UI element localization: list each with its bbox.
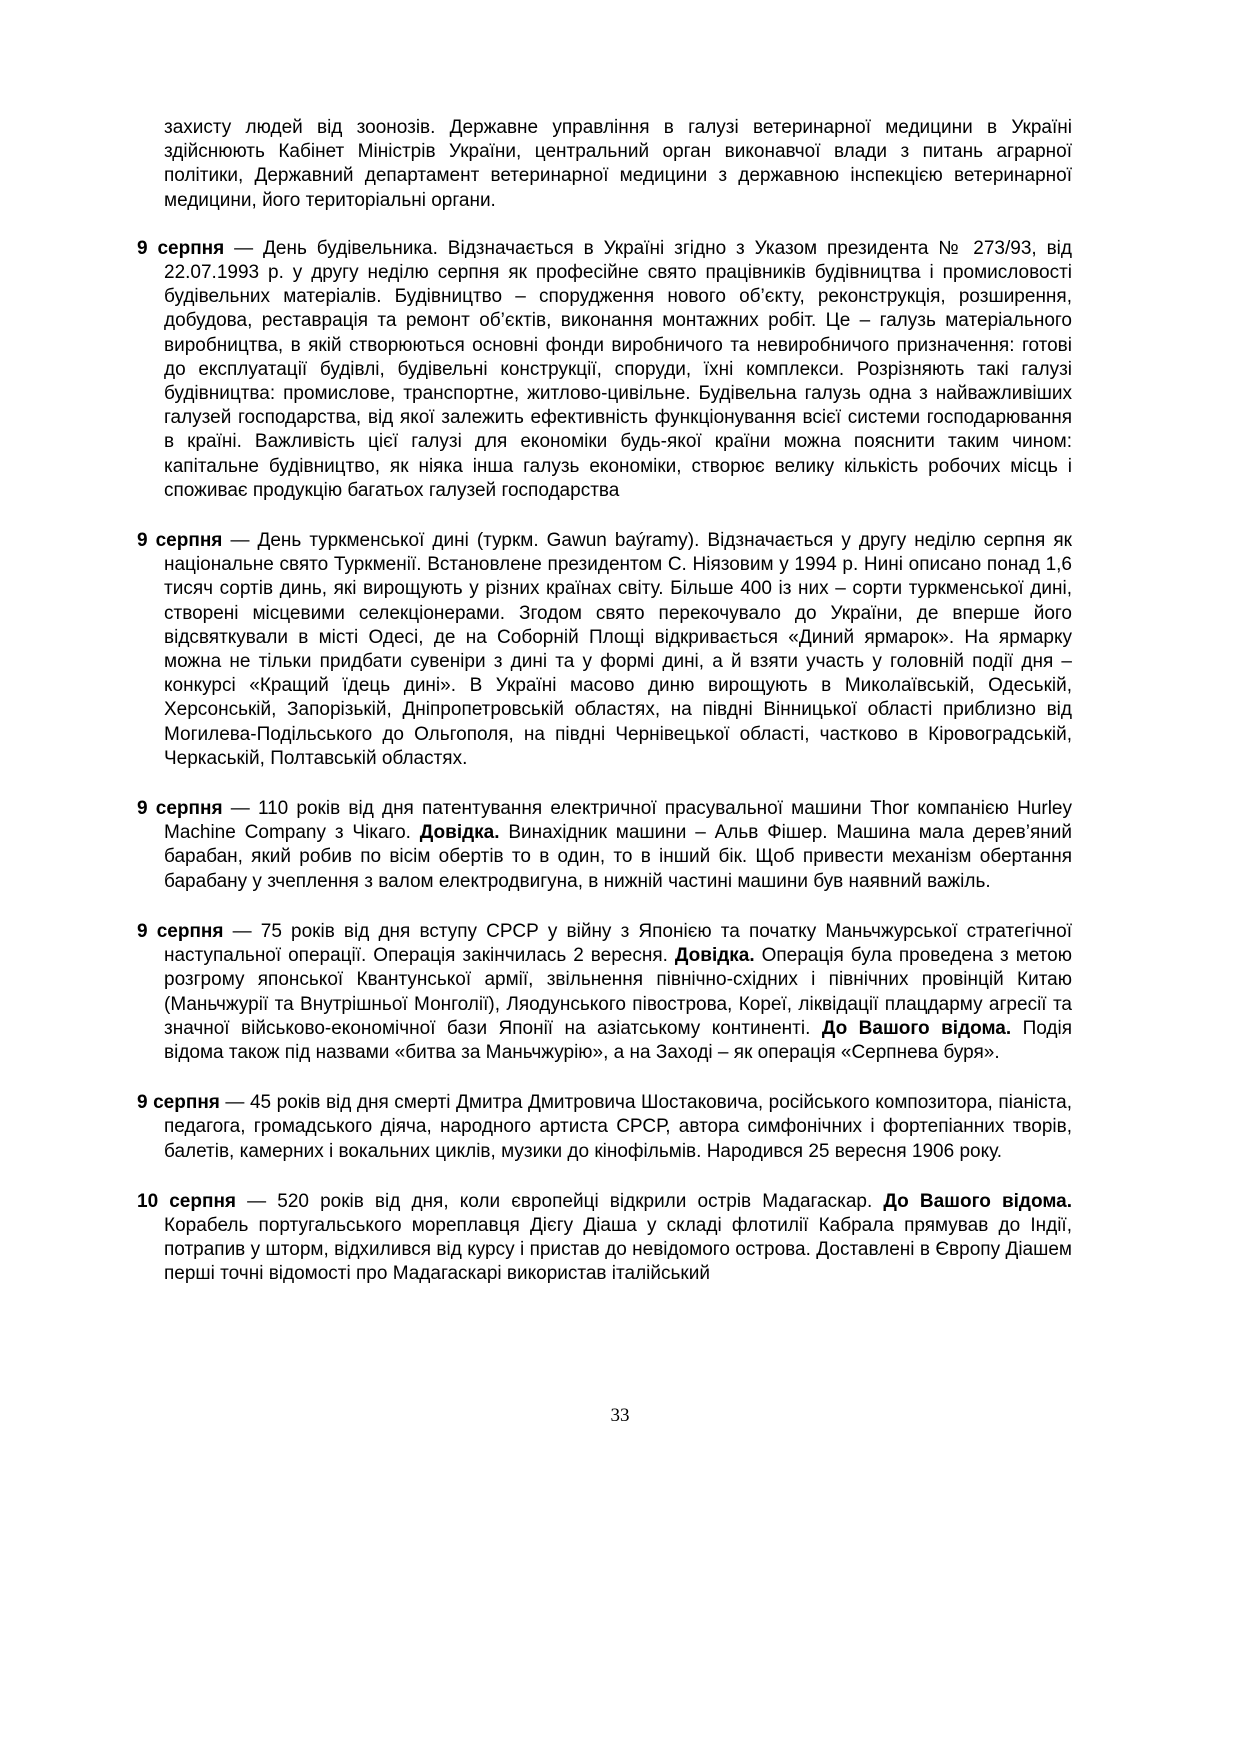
- entry-text: — День туркменської дині (туркм. Gawun baýramy). Відзначається у другу неділю серпня як національне свято Туркменії. Встановлене президентом С. Ніязовим у 1994 р. Нині описано понад 1,6 тисяч сортів динь, які вирощують у різних країнах світу. Більше 400 із них – сорти туркменської дині, створені місцевими селекціонерами. Згодом свято перекочувало до України, де вперше його відсвяткували в місті Одесі, де на Соборній Площі відкривається «Диний ярмарок». На ярмарку можна не тільки придбати сувеніри з дині та у формі дині, а й взяти участь у головній події дня – конкурсі «Кращий їдець дині». В Україні масово диню вирощують в Миколаївській, Одеській, Херсонській, Запорізькій, Дніпропетровській областях, на півдні Вінницької області приблизно від Могилева-Подільського до Ольгополя, на півдні Чернівецької області, частково в Кіровоградській, Черкаській, Полтавській областях.: [164, 530, 1072, 769]
- entry-shostakovich: [137, 1091, 1072, 1164]
- entry-builders-day: [137, 237, 1072, 503]
- entry-text: Винахідник машини – Альв Фішер. Машина мала дерев’яний барабан, який робив по вісім обертів то в один, то в інший бік. Щоб привести механізм обертання барабану у зчеплення з валом електродвигуна, в нижній частині машини був наявний важіль.: [164, 822, 1072, 892]
- entry-date: 9 серпня: [137, 237, 225, 259]
- entry-date: 9 серпня: [137, 798, 223, 820]
- page-content: [137, 116, 1072, 1313]
- entry-text: Корабель португальського мореплавця Дієгу Діаша у складі флотилії Кабрала прямував до Індії, потрапив у шторм, відхилився від курсу і пристав до невідомого острова. Доставлені в Європу Діашем перші точні відомості про Мадагаскарі використав італійський: [164, 1214, 1072, 1285]
- entry-text: — 520 років від дня, коли європейці відкрили острів Мадагаскар.: [236, 1190, 884, 1212]
- entry-manchurian-operation: [137, 920, 1072, 1065]
- note-label: До Вашого відома.: [883, 1190, 1072, 1212]
- entry-ironing-machine: [137, 797, 1072, 894]
- entry-text: — День будівельника. Відзначається в Україні згідно з Указом президента № 273/93, від 22.07.1993 р. у другу неділю серпня як професійне свято працівників будівництва і промисловості будівельних матеріалів. Будівництво – спорудження нового об’єкту, реконструкція, розширення, добудова, реставрація та ремонт об’єктів, виконання монтажних робіт. Це – галузь матеріального виробництва, в якій створюються основні фонди виробничого та невиробничого призначення: готові до експлуатації будівлі, будівельні конструкції, споруди, їхні комплекси. Розрізняють такі галузі будівництва: промислове, транспортне, житлово-цивільне. Будівельна галузь одна з найважливіших галузей господарства, від якої залежить ефективність функціонування всієї системи господарювання в країні. Важливість цієї галузі для економіки будь-якої країни можна пояснити таким чином: капітальне будівництво, як ніяка інша галузь економіки, створює велику кількість робочих місць і споживає продукцію багатьох галузей господарства: [164, 237, 1072, 501]
- intro-paragraph: захисту людей від зоонозів. Державне управління в галузі ветеринарної медицини в Україні здійснюють Кабінет Міністрів України, центральний орган виконавчої влади з питань аграрної політики, Державний департамент ветеринарної медицини з державною інспекцією ветеринарної медицини, його територіальні органи.: [164, 117, 1072, 211]
- reference-label: Довідка.: [419, 822, 500, 844]
- entry-text: — 110 років від дня патентування електричної прасувальної машини Thor компанією Hurley Machine Company з Чікаго.: [164, 798, 1073, 844]
- page-number: 33: [610, 1405, 630, 1426]
- entry-text: Подія відома також під назвами «битва за Маньчжурію», а на Заході – як операція «Серпнева буря».: [164, 1017, 1072, 1063]
- note-label: До Вашого відома.: [821, 1017, 1012, 1039]
- entry-madagascar: [137, 1190, 1072, 1287]
- entry-date: 9 серпня: [137, 530, 223, 552]
- entry-text: — 75 років від дня вступу СРСР у війну з Японією та початку Маньчжурської стратегічної наступальної операції. Операція закінчилась 2 вересня.: [164, 920, 1072, 967]
- entry-melon-day: [137, 529, 1072, 771]
- entry-date: 9 серпня: [137, 920, 224, 942]
- entry-date: 10 серпня: [137, 1190, 237, 1212]
- entry-text: — 45 років від дня смерті Дмитра Дмитровича Шостаковича, російського композитора, піаніста, педагога, громадського діяча, народного артиста СРСР, автора симфонічних і фортепіанних творів, балетів, камерних і вокальних циклів, музики до кінофільмів. Народився 25 вересня 1906 року.: [164, 1092, 1072, 1162]
- entry-date: 9 серпня: [137, 1092, 220, 1114]
- entry-text: Операція була проведена з метою розгрому японської Квантунської армії, звільнення північно-східних і північних провінцій Китаю (Маньчжурії та Внутрішньої Монголії), Ляодунського півострова, Кореї, ліквідації плацдарму агресії та значної військово-економічної бази Японії на азіатському континенті.: [164, 945, 1072, 1039]
- reference-label: Довідка.: [674, 945, 755, 967]
